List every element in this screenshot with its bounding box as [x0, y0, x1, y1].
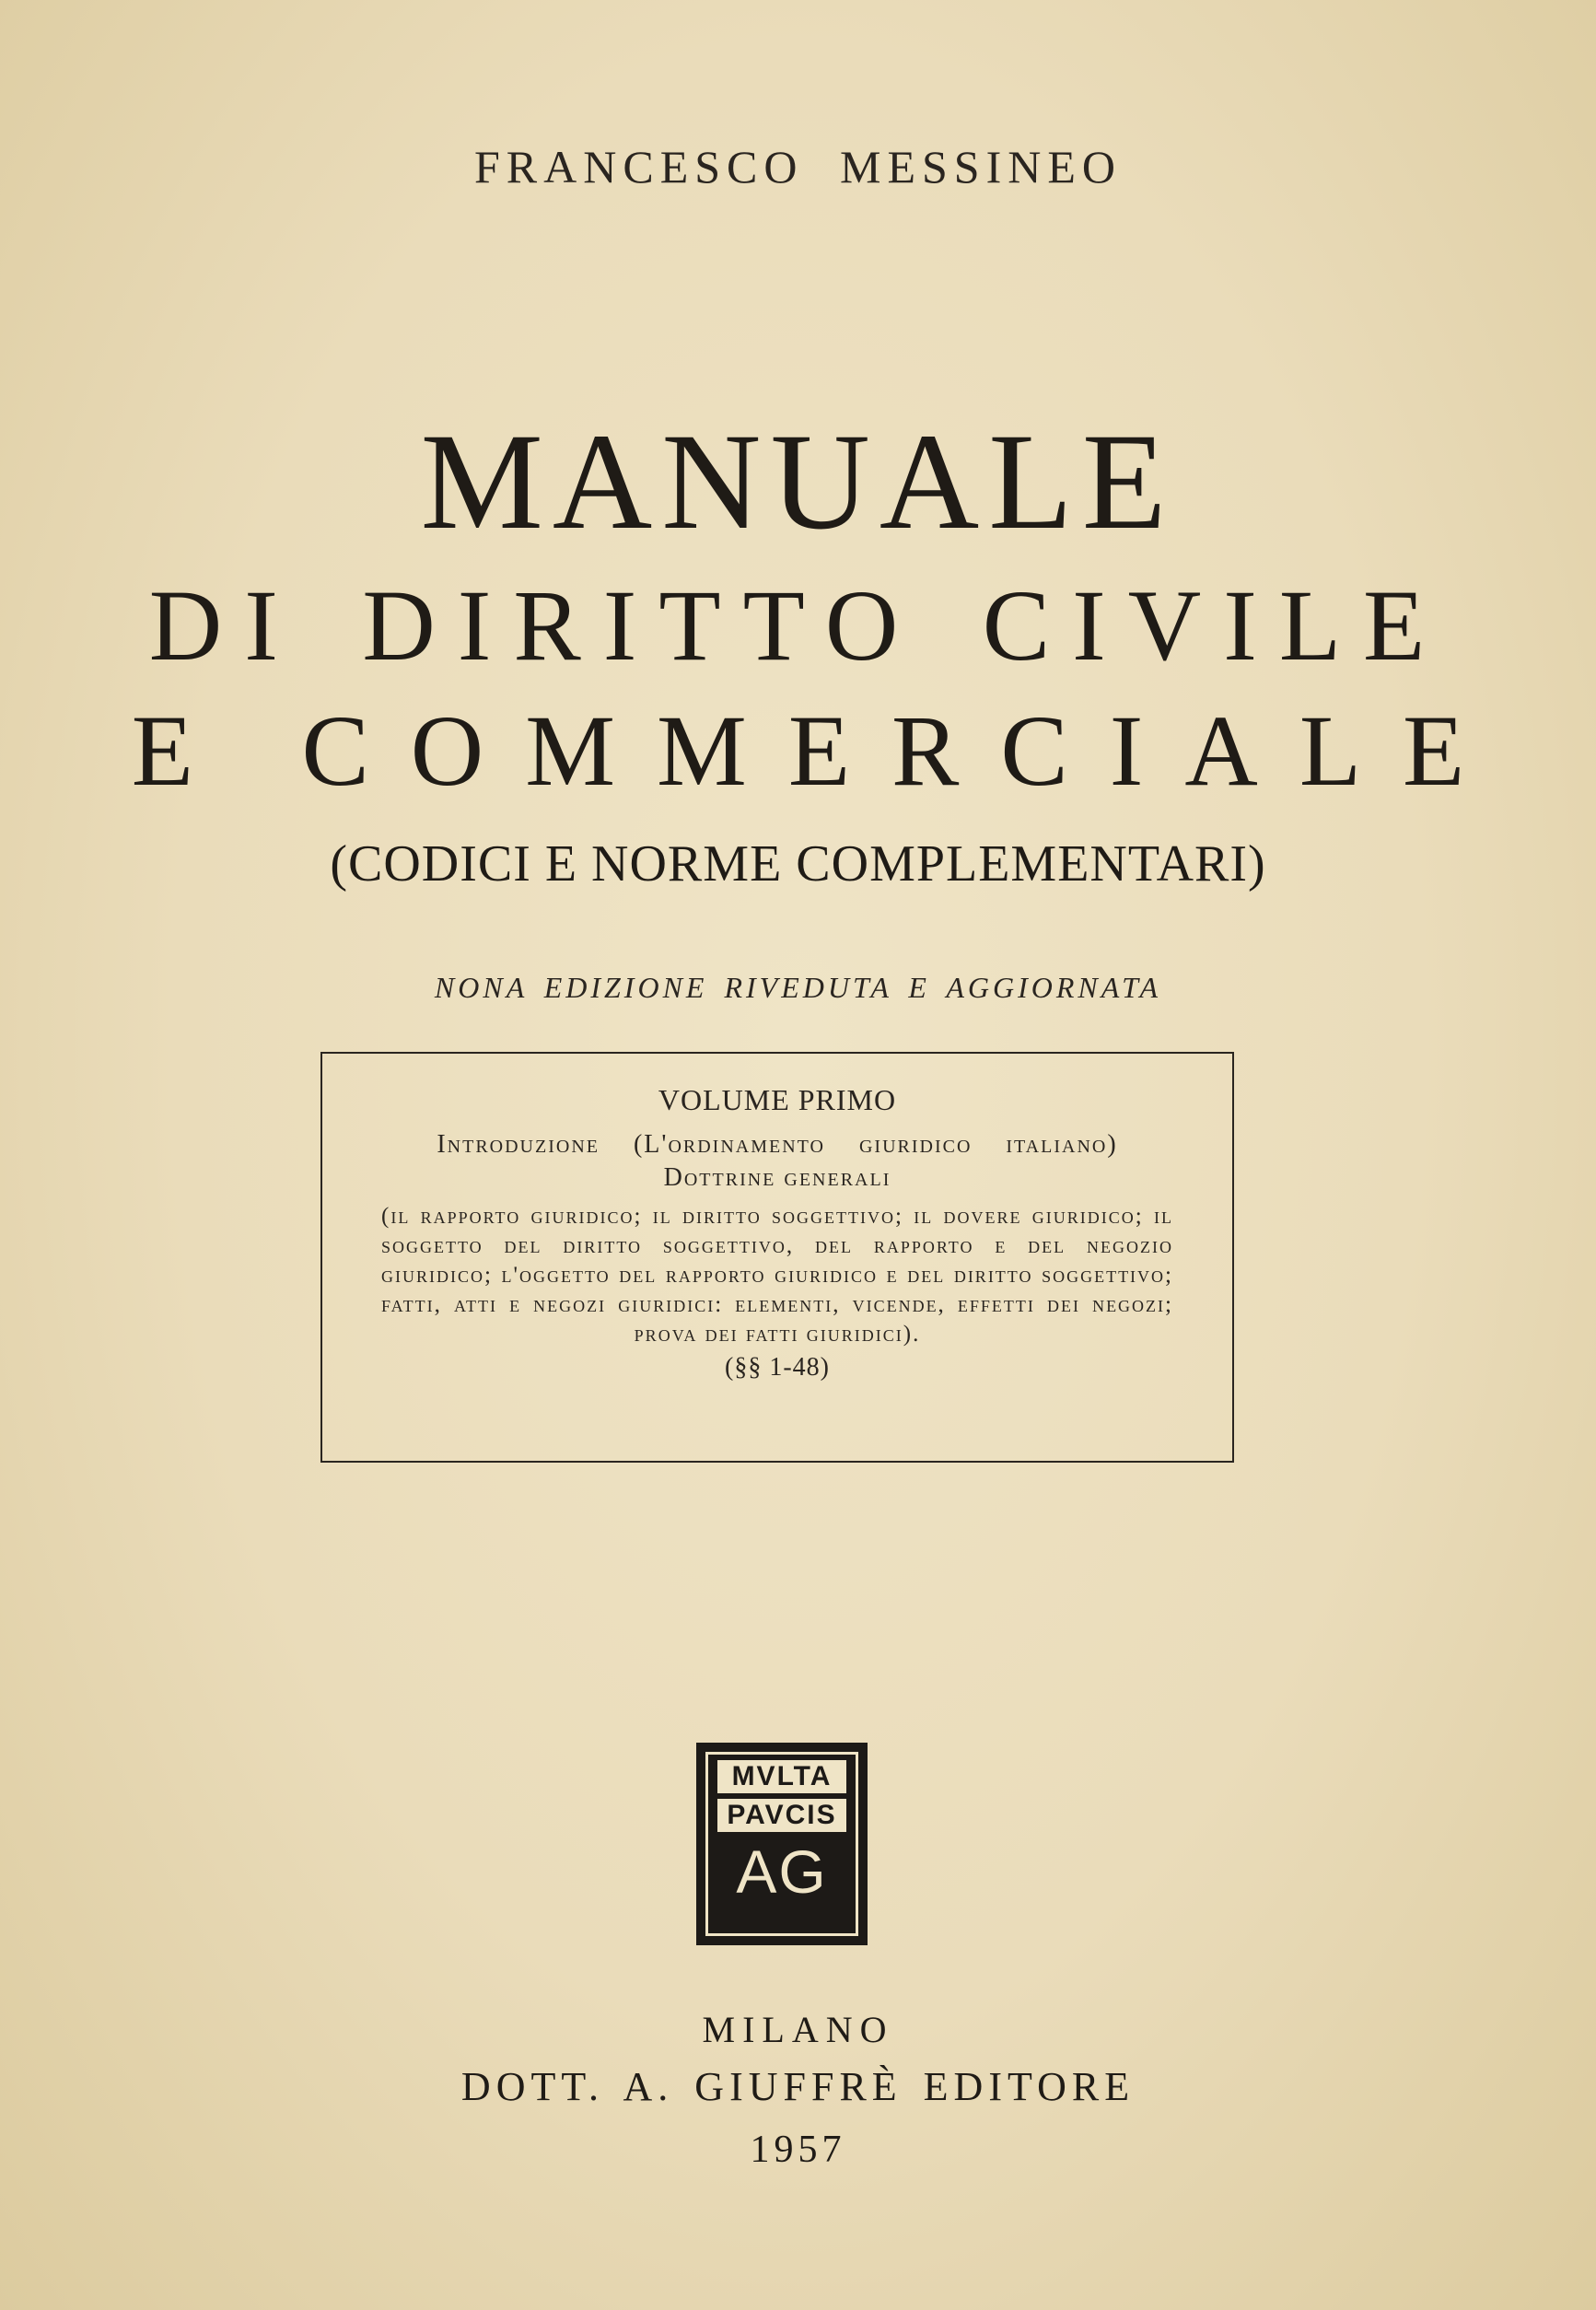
publication-year: 1957 — [750, 2129, 846, 2171]
volume-introduction: Introduzione (L'ordinamento giuridico italiano) — [437, 1130, 1118, 1159]
author-name: FRANCESCO MESSINEO — [473, 141, 1123, 192]
title-line-1: MANUALE — [420, 405, 1176, 558]
logo-word-paucis: PAVCIS — [717, 1799, 846, 1832]
publication-city: MILANO — [702, 2009, 894, 2050]
volume-general-doctrines: Dottrine generali — [663, 1163, 891, 1192]
logo-word-multa: MVLTA — [717, 1760, 846, 1793]
volume-contents-box — [320, 1052, 1234, 1463]
logo-monogram: AG — [736, 1838, 828, 1906]
publisher-logo-frame — [705, 1752, 858, 1936]
subtitle: (CODICI E NORME COMPLEMENTARI) — [330, 835, 1266, 892]
title-line-2: DI DIRITTO CIVILE — [148, 569, 1448, 682]
volume-description: (il rapporto giuridico; il diritto soggettivo; il dovere giuridico; il soggetto del diritto soggettivo, del rapporto e del negozio giuridico; l'oggetto del rapporto giuridico e del diritto soggettivo; fatti, atti e negozi giuridici: elementi, vicende, effetti dei negozi; prova dei fatti giuridici). — [381, 1204, 1173, 1347]
edition-note: NONA EDIZIONE RIVEDUTA E AGGIORNATA — [434, 971, 1162, 1004]
title-line-3: E COMMERCIALE — [131, 694, 1507, 807]
publisher-logo — [696, 1743, 868, 1945]
publisher-name: DOTT. A. GIUFFRÈ EDITORE — [460, 2064, 1136, 2109]
volume-section-range: (§§ 1-48) — [725, 1353, 830, 1382]
volume-heading: VOLUME PRIMO — [658, 1083, 897, 1116]
